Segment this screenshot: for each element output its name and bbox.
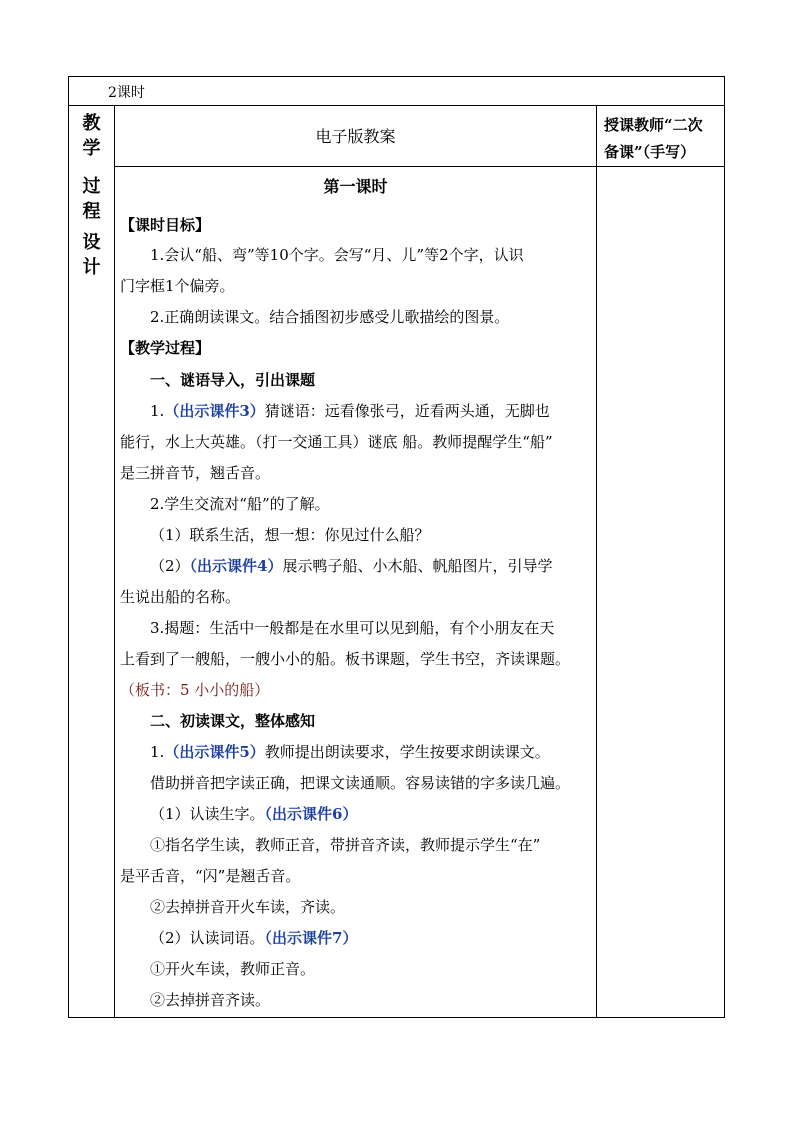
goals-heading: 【课时目标】	[120, 216, 211, 234]
s2-sub1-a-line2: 是平舌音，“闪”是翘舌音。	[120, 867, 301, 885]
p1-line3: 是三拼音节，翘舌音。	[120, 464, 271, 482]
p2-sub2-text: 展示鸭子船、小木船、帆船图片，引导学	[282, 557, 553, 575]
left-header-char: 计	[82, 257, 101, 278]
right-header-line2: 备课”（手写）	[604, 143, 696, 161]
lesson-plan-table	[68, 76, 725, 1018]
p1-prefix: 1.	[150, 402, 165, 420]
process-heading: 【教学过程】	[120, 339, 211, 357]
p2: 2.学生交流对“船”的了解。	[150, 495, 330, 513]
main-header: 电子版教案	[315, 127, 396, 146]
lesson-count: 2课时	[108, 85, 145, 101]
p2-sub1: （1）联系生活，想一想：你见过什么船？	[150, 526, 430, 544]
s2-sub2-a: ①开火车读，教师正音。	[150, 960, 316, 978]
board-note: （板书：5 小小的船）	[120, 681, 270, 699]
p1-line2: 能行，水上大英雄。（打一交通工具）谜底 船。教师提醒学生“船”	[120, 433, 553, 451]
right-header-line1: 授课教师“二次	[604, 116, 703, 134]
handwritten-notes-column	[597, 167, 724, 1017]
p2-sub2-line1	[150, 556, 553, 576]
left-header-char: 学	[82, 138, 101, 159]
s2p1-prefix: 1.	[150, 743, 165, 761]
s2-sub1-text: （1）认读生字。	[150, 805, 265, 823]
left-header-char: 程	[82, 201, 101, 222]
courseware-tag: （出示课件5）	[164, 743, 265, 761]
left-header-char: 教	[82, 113, 101, 134]
p1-text: 猜谜语：远看像张弓，近看两头通，无脚也	[264, 402, 550, 420]
col-divider-left	[114, 105, 115, 1017]
section2-heading: 二、初读课文，整体感知	[150, 712, 316, 730]
goal1-line1: 1.会认“船、弯”等10个字。会写“月、儿”等2个字，认识	[150, 246, 524, 264]
p2-sub2-prefix: （2）	[150, 557, 190, 575]
s2p1-line1	[150, 742, 550, 762]
s2-sub2-text: （2）认读词语。	[150, 929, 265, 947]
s2-sub2	[150, 928, 358, 948]
s2-sub1	[150, 804, 358, 824]
row-divider-top	[69, 105, 724, 106]
s2p1-text: 教师提出朗读要求，学生按要求朗读课文。	[264, 743, 550, 761]
s2-sub2-b: ②去掉拼音齐读。	[150, 991, 271, 1009]
p3-line2: 上看到了一艘船，一艘小小的船。板书课题，学生书空，齐读课题。	[120, 650, 571, 668]
lesson-title: 第一课时	[323, 177, 388, 196]
courseware-tag: （出示课件3）	[164, 402, 265, 420]
s2-sub1-a-line1: ①指名学生读，教师正音，带拼音齐读，教师提示学生“在”	[150, 836, 541, 854]
s2p1-line2: 借助拼音把字读正确，把课文读通顺。容易读错的字多读几遍。	[150, 774, 571, 792]
left-header-char: 设	[82, 232, 101, 253]
p3-line1: 3.揭题：生活中一般都是在水里可以见到船，有个小朋友在天	[150, 619, 555, 637]
courseware-tag: （出示课件6）	[264, 805, 358, 823]
left-header-char: 过	[82, 176, 101, 197]
goal1-line2: 门字框1个偏旁。	[120, 277, 235, 295]
p1-line1	[150, 401, 550, 421]
goal2: 2.正确朗读课文。结合插图初步感受儿歌描绘的图景。	[150, 308, 510, 326]
s2-sub1-b: ②去掉拼音开火车读，齐读。	[150, 898, 346, 916]
courseware-tag: （出示课件7）	[264, 929, 358, 947]
section1-heading: 一、谜语导入，引出课题	[150, 371, 316, 389]
p2-sub2-line2: 生说出船的名称。	[120, 588, 241, 606]
courseware-tag: （出示课件4）	[189, 557, 283, 575]
